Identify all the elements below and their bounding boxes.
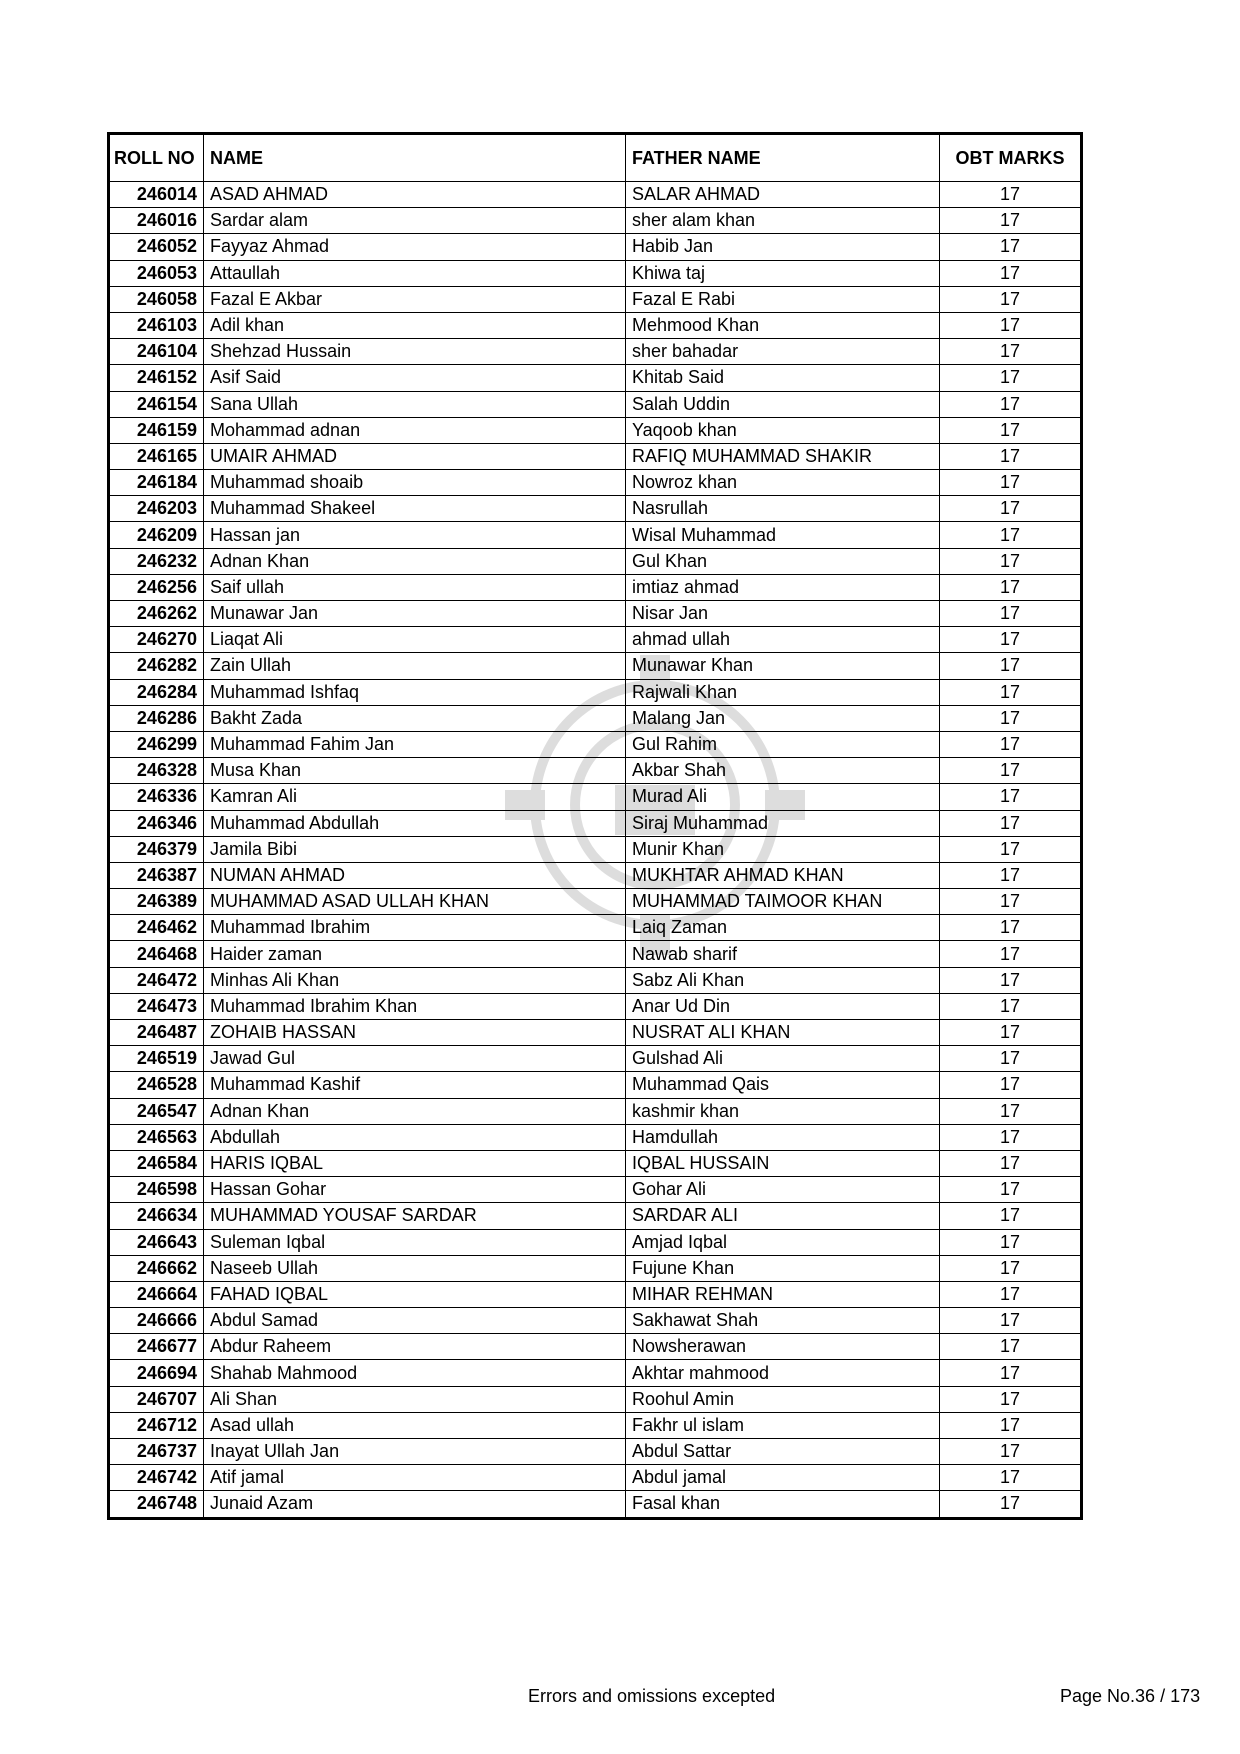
name-cell: Minhas Ali Khan (204, 967, 626, 993)
father-name-cell: Munir Khan (626, 836, 940, 862)
father-name-cell: Malang Jan (626, 705, 940, 731)
roll-no-cell: 246058 (109, 286, 204, 312)
obt-marks-cell: 17 (940, 784, 1082, 810)
father-name-cell: Nisar Jan (626, 601, 940, 627)
father-name-cell: MUKHTAR AHMAD KHAN (626, 862, 940, 888)
father-name-cell: Abdul Sattar (626, 1439, 940, 1465)
father-name-cell: Hamdullah (626, 1124, 940, 1150)
table-row (109, 391, 1082, 417)
father-name-cell: Gul Khan (626, 548, 940, 574)
footer-note: Errors and omissions excepted (528, 1686, 776, 1706)
name-cell: Shahab Mahmood (204, 1360, 626, 1386)
name-cell: Haider zaman (204, 941, 626, 967)
roll-no-cell: 246184 (109, 470, 204, 496)
name-cell: Mohammad adnan (204, 417, 626, 443)
name-cell: Kamran Ali (204, 784, 626, 810)
roll-no-cell: 246270 (109, 627, 204, 653)
table-row (109, 522, 1082, 548)
obt-marks-cell: 17 (940, 260, 1082, 286)
roll-no-cell: 246053 (109, 260, 204, 286)
roll-no-cell: 246016 (109, 208, 204, 234)
name-cell: Muhammad Fahim Jan (204, 731, 626, 757)
table-row (109, 1491, 1082, 1518)
roll-no-cell: 246256 (109, 574, 204, 600)
table-row (109, 1465, 1082, 1491)
table-row (109, 234, 1082, 260)
father-name-cell: Abdul jamal (626, 1465, 940, 1491)
father-name-cell: kashmir khan (626, 1098, 940, 1124)
roll-no-cell: 246707 (109, 1386, 204, 1412)
name-cell: Ali Shan (204, 1386, 626, 1412)
father-name-cell: Murad Ali (626, 784, 940, 810)
table-row (109, 339, 1082, 365)
table-row (109, 1334, 1082, 1360)
table-row (109, 1124, 1082, 1150)
name-cell: Adnan Khan (204, 1098, 626, 1124)
table-row (109, 915, 1082, 941)
name-cell: Sana Ullah (204, 391, 626, 417)
name-cell: Adnan Khan (204, 548, 626, 574)
roll-no-cell: 246584 (109, 1150, 204, 1176)
table-row (109, 417, 1082, 443)
table-row (109, 443, 1082, 469)
table-row (109, 1098, 1082, 1124)
table-row (109, 836, 1082, 862)
roll-no-cell: 246473 (109, 993, 204, 1019)
roll-no-cell: 246203 (109, 496, 204, 522)
roll-no-cell: 246389 (109, 889, 204, 915)
header-roll-no: ROLL NO (109, 134, 204, 182)
obt-marks-cell: 17 (940, 967, 1082, 993)
name-cell: Hassan Gohar (204, 1177, 626, 1203)
father-name-cell: Nowsherawan (626, 1334, 940, 1360)
name-cell: Jamila Bibi (204, 836, 626, 862)
name-cell: Munawar Jan (204, 601, 626, 627)
father-name-cell: Rajwali Khan (626, 679, 940, 705)
roll-no-cell: 246662 (109, 1255, 204, 1281)
obt-marks-cell: 17 (940, 679, 1082, 705)
father-name-cell: IQBAL HUSSAIN (626, 1150, 940, 1176)
obt-marks-cell: 17 (940, 601, 1082, 627)
obt-marks-cell: 17 (940, 993, 1082, 1019)
roll-no-cell: 246634 (109, 1203, 204, 1229)
page-number: Page No.36 / 173 (1060, 1686, 1201, 1706)
obt-marks-cell: 17 (940, 365, 1082, 391)
roll-no-cell: 246052 (109, 234, 204, 260)
table-row (109, 1072, 1082, 1098)
obt-marks-cell: 17 (940, 443, 1082, 469)
name-cell: Muhammad Ishfaq (204, 679, 626, 705)
father-name-cell: Munawar Khan (626, 653, 940, 679)
table-row (109, 993, 1082, 1019)
father-name-cell: sher bahadar (626, 339, 940, 365)
father-name-cell: MUHAMMAD TAIMOOR KHAN (626, 889, 940, 915)
table-row (109, 1046, 1082, 1072)
table-row (109, 758, 1082, 784)
name-cell: MUHAMMAD YOUSAF SARDAR (204, 1203, 626, 1229)
table-row (109, 810, 1082, 836)
obt-marks-cell: 17 (940, 574, 1082, 600)
table-row (109, 784, 1082, 810)
name-cell: Abdur Raheem (204, 1334, 626, 1360)
table-row (109, 1229, 1082, 1255)
name-cell: Saif ullah (204, 574, 626, 600)
obt-marks-cell: 17 (940, 391, 1082, 417)
name-cell: Atif jamal (204, 1465, 626, 1491)
roll-no-cell: 246563 (109, 1124, 204, 1150)
obt-marks-cell: 17 (940, 548, 1082, 574)
table-row (109, 260, 1082, 286)
father-name-cell: sher alam khan (626, 208, 940, 234)
table-row (109, 312, 1082, 338)
table-row (109, 1203, 1082, 1229)
name-cell: Abdul Samad (204, 1308, 626, 1334)
roll-no-cell: 246379 (109, 836, 204, 862)
roll-no-cell: 246282 (109, 653, 204, 679)
father-name-cell: Khitab Said (626, 365, 940, 391)
obt-marks-cell: 17 (940, 1491, 1082, 1518)
father-name-cell: imtiaz ahmad (626, 574, 940, 600)
table-row (109, 208, 1082, 234)
table-row (109, 1281, 1082, 1307)
father-name-cell: Akbar Shah (626, 758, 940, 784)
name-cell: NUMAN AHMAD (204, 862, 626, 888)
roll-no-cell: 246387 (109, 862, 204, 888)
obt-marks-cell: 17 (940, 1386, 1082, 1412)
table-row (109, 1308, 1082, 1334)
table-row (109, 1360, 1082, 1386)
table-row (109, 1439, 1082, 1465)
roll-no-cell: 246462 (109, 915, 204, 941)
father-name-cell: Fakhr ul islam (626, 1412, 940, 1438)
table-row (109, 653, 1082, 679)
table-row (109, 967, 1082, 993)
father-name-cell: Gul Rahim (626, 731, 940, 757)
roll-no-cell: 246232 (109, 548, 204, 574)
obt-marks-cell: 17 (940, 1229, 1082, 1255)
table-header-row (109, 134, 1082, 182)
roll-no-cell: 246487 (109, 1020, 204, 1046)
roll-no-cell: 246152 (109, 365, 204, 391)
name-cell: Fayyaz Ahmad (204, 234, 626, 260)
father-name-cell: Amjad Iqbal (626, 1229, 940, 1255)
father-name-cell: Mehmood Khan (626, 312, 940, 338)
father-name-cell: Nasrullah (626, 496, 940, 522)
name-cell: ASAD AHMAD (204, 182, 626, 208)
father-name-cell: Gulshad Ali (626, 1046, 940, 1072)
father-name-cell: Muhammad Qais (626, 1072, 940, 1098)
table-row (109, 548, 1082, 574)
header-obt-marks: OBT MARKS (940, 134, 1082, 182)
roll-no-cell: 246748 (109, 1491, 204, 1518)
father-name-cell: RAFIQ MUHAMMAD SHAKIR (626, 443, 940, 469)
roll-no-cell: 246677 (109, 1334, 204, 1360)
roll-no-cell: 246346 (109, 810, 204, 836)
obt-marks-cell: 17 (940, 234, 1082, 260)
obt-marks-cell: 17 (940, 1203, 1082, 1229)
roll-no-cell: 246468 (109, 941, 204, 967)
father-name-cell: SARDAR ALI (626, 1203, 940, 1229)
obt-marks-cell: 17 (940, 1020, 1082, 1046)
obt-marks-cell: 17 (940, 312, 1082, 338)
results-table (107, 132, 1083, 1520)
obt-marks-cell: 17 (940, 417, 1082, 443)
father-name-cell: Yaqoob khan (626, 417, 940, 443)
table-body (109, 182, 1082, 1519)
father-name-cell: Roohul Amin (626, 1386, 940, 1412)
roll-no-cell: 246547 (109, 1098, 204, 1124)
table-row (109, 1177, 1082, 1203)
obt-marks-cell: 17 (940, 810, 1082, 836)
roll-no-cell: 246209 (109, 522, 204, 548)
roll-no-cell: 246742 (109, 1465, 204, 1491)
father-name-cell: Siraj Muhammad (626, 810, 940, 836)
obt-marks-cell: 17 (940, 208, 1082, 234)
obt-marks-cell: 17 (940, 1046, 1082, 1072)
roll-no-cell: 246299 (109, 731, 204, 757)
father-name-cell: Sabz Ali Khan (626, 967, 940, 993)
name-cell: Shehzad Hussain (204, 339, 626, 365)
father-name-cell: Nowroz khan (626, 470, 940, 496)
obt-marks-cell: 17 (940, 1124, 1082, 1150)
obt-marks-cell: 17 (940, 1334, 1082, 1360)
roll-no-cell: 246694 (109, 1360, 204, 1386)
name-cell: Musa Khan (204, 758, 626, 784)
name-cell: UMAIR AHMAD (204, 443, 626, 469)
name-cell: Muhammad shoaib (204, 470, 626, 496)
table-row (109, 627, 1082, 653)
name-cell: Junaid Azam (204, 1491, 626, 1518)
obt-marks-cell: 17 (940, 1465, 1082, 1491)
name-cell: Bakht Zada (204, 705, 626, 731)
obt-marks-cell: 17 (940, 339, 1082, 365)
name-cell: Hassan jan (204, 522, 626, 548)
obt-marks-cell: 17 (940, 1255, 1082, 1281)
obt-marks-cell: 17 (940, 941, 1082, 967)
father-name-cell: Nawab sharif (626, 941, 940, 967)
obt-marks-cell: 17 (940, 653, 1082, 679)
roll-no-cell: 246472 (109, 967, 204, 993)
obt-marks-cell: 17 (940, 1412, 1082, 1438)
table-row (109, 941, 1082, 967)
obt-marks-cell: 17 (940, 836, 1082, 862)
obt-marks-cell: 17 (940, 1439, 1082, 1465)
table-row (109, 889, 1082, 915)
roll-no-cell: 246014 (109, 182, 204, 208)
obt-marks-cell: 17 (940, 1150, 1082, 1176)
obt-marks-cell: 17 (940, 470, 1082, 496)
obt-marks-cell: 17 (940, 182, 1082, 208)
roll-no-cell: 246336 (109, 784, 204, 810)
roll-no-cell: 246737 (109, 1439, 204, 1465)
name-cell: Asad ullah (204, 1412, 626, 1438)
father-name-cell: Laiq Zaman (626, 915, 940, 941)
name-cell: Muhammad Kashif (204, 1072, 626, 1098)
father-name-cell: Gohar Ali (626, 1177, 940, 1203)
name-cell: Fazal E Akbar (204, 286, 626, 312)
name-cell: Muhammad Shakeel (204, 496, 626, 522)
father-name-cell: Fasal khan (626, 1491, 940, 1518)
roll-no-cell: 246262 (109, 601, 204, 627)
name-cell: Attaullah (204, 260, 626, 286)
roll-no-cell: 246159 (109, 417, 204, 443)
table-row (109, 862, 1082, 888)
obt-marks-cell: 17 (940, 705, 1082, 731)
father-name-cell: Khiwa taj (626, 260, 940, 286)
name-cell: Liaqat Ali (204, 627, 626, 653)
name-cell: Sardar alam (204, 208, 626, 234)
header-father-name: FATHER NAME (626, 134, 940, 182)
father-name-cell: Salah Uddin (626, 391, 940, 417)
table-row (109, 1255, 1082, 1281)
obt-marks-cell: 17 (940, 862, 1082, 888)
obt-marks-cell: 17 (940, 731, 1082, 757)
roll-no-cell: 246104 (109, 339, 204, 365)
name-cell: Asif Said (204, 365, 626, 391)
obt-marks-cell: 17 (940, 1308, 1082, 1334)
roll-no-cell: 246666 (109, 1308, 204, 1334)
roll-no-cell: 246598 (109, 1177, 204, 1203)
roll-no-cell: 246165 (109, 443, 204, 469)
father-name-cell: Akhtar mahmood (626, 1360, 940, 1386)
table-row (109, 1412, 1082, 1438)
table-row (109, 365, 1082, 391)
table-row (109, 1150, 1082, 1176)
name-cell: Muhammad Ibrahim Khan (204, 993, 626, 1019)
table-row (109, 1386, 1082, 1412)
name-cell: ZOHAIB HASSAN (204, 1020, 626, 1046)
father-name-cell: Sakhawat Shah (626, 1308, 940, 1334)
father-name-cell: SALAR AHMAD (626, 182, 940, 208)
roll-no-cell: 246664 (109, 1281, 204, 1307)
name-cell: MUHAMMAD ASAD ULLAH KHAN (204, 889, 626, 915)
name-cell: HARIS IQBAL (204, 1150, 626, 1176)
roll-no-cell: 246103 (109, 312, 204, 338)
name-cell: Muhammad Ibrahim (204, 915, 626, 941)
roll-no-cell: 246154 (109, 391, 204, 417)
obt-marks-cell: 17 (940, 758, 1082, 784)
roll-no-cell: 246519 (109, 1046, 204, 1072)
name-cell: Suleman Iqbal (204, 1229, 626, 1255)
name-cell: Adil khan (204, 312, 626, 338)
roll-no-cell: 246328 (109, 758, 204, 784)
roll-no-cell: 246284 (109, 679, 204, 705)
table-row (109, 574, 1082, 600)
table-row (109, 286, 1082, 312)
obt-marks-cell: 17 (940, 889, 1082, 915)
header-name: NAME (204, 134, 626, 182)
table-row (109, 182, 1082, 208)
name-cell: Jawad Gul (204, 1046, 626, 1072)
name-cell: Muhammad Abdullah (204, 810, 626, 836)
obt-marks-cell: 17 (940, 1072, 1082, 1098)
obt-marks-cell: 17 (940, 1281, 1082, 1307)
obt-marks-cell: 17 (940, 627, 1082, 653)
father-name-cell: MIHAR REHMAN (626, 1281, 940, 1307)
table-row (109, 705, 1082, 731)
name-cell: Inayat Ullah Jan (204, 1439, 626, 1465)
table-row (109, 731, 1082, 757)
obt-marks-cell: 17 (940, 496, 1082, 522)
father-name-cell: Fujune Khan (626, 1255, 940, 1281)
obt-marks-cell: 17 (940, 286, 1082, 312)
roll-no-cell: 246712 (109, 1412, 204, 1438)
father-name-cell: Anar Ud Din (626, 993, 940, 1019)
father-name-cell: NUSRAT ALI KHAN (626, 1020, 940, 1046)
table-row (109, 679, 1082, 705)
father-name-cell: Wisal Muhammad (626, 522, 940, 548)
obt-marks-cell: 17 (940, 522, 1082, 548)
table-row (109, 470, 1082, 496)
name-cell: Abdullah (204, 1124, 626, 1150)
table-row (109, 601, 1082, 627)
name-cell: FAHAD IQBAL (204, 1281, 626, 1307)
roll-no-cell: 246528 (109, 1072, 204, 1098)
father-name-cell: Habib Jan (626, 234, 940, 260)
name-cell: Zain Ullah (204, 653, 626, 679)
father-name-cell: ahmad ullah (626, 627, 940, 653)
obt-marks-cell: 17 (940, 1098, 1082, 1124)
roll-no-cell: 246643 (109, 1229, 204, 1255)
table-row (109, 1020, 1082, 1046)
obt-marks-cell: 17 (940, 1177, 1082, 1203)
table-row (109, 496, 1082, 522)
obt-marks-cell: 17 (940, 915, 1082, 941)
obt-marks-cell: 17 (940, 1360, 1082, 1386)
name-cell: Naseeb Ullah (204, 1255, 626, 1281)
roll-no-cell: 246286 (109, 705, 204, 731)
father-name-cell: Fazal E Rabi (626, 286, 940, 312)
